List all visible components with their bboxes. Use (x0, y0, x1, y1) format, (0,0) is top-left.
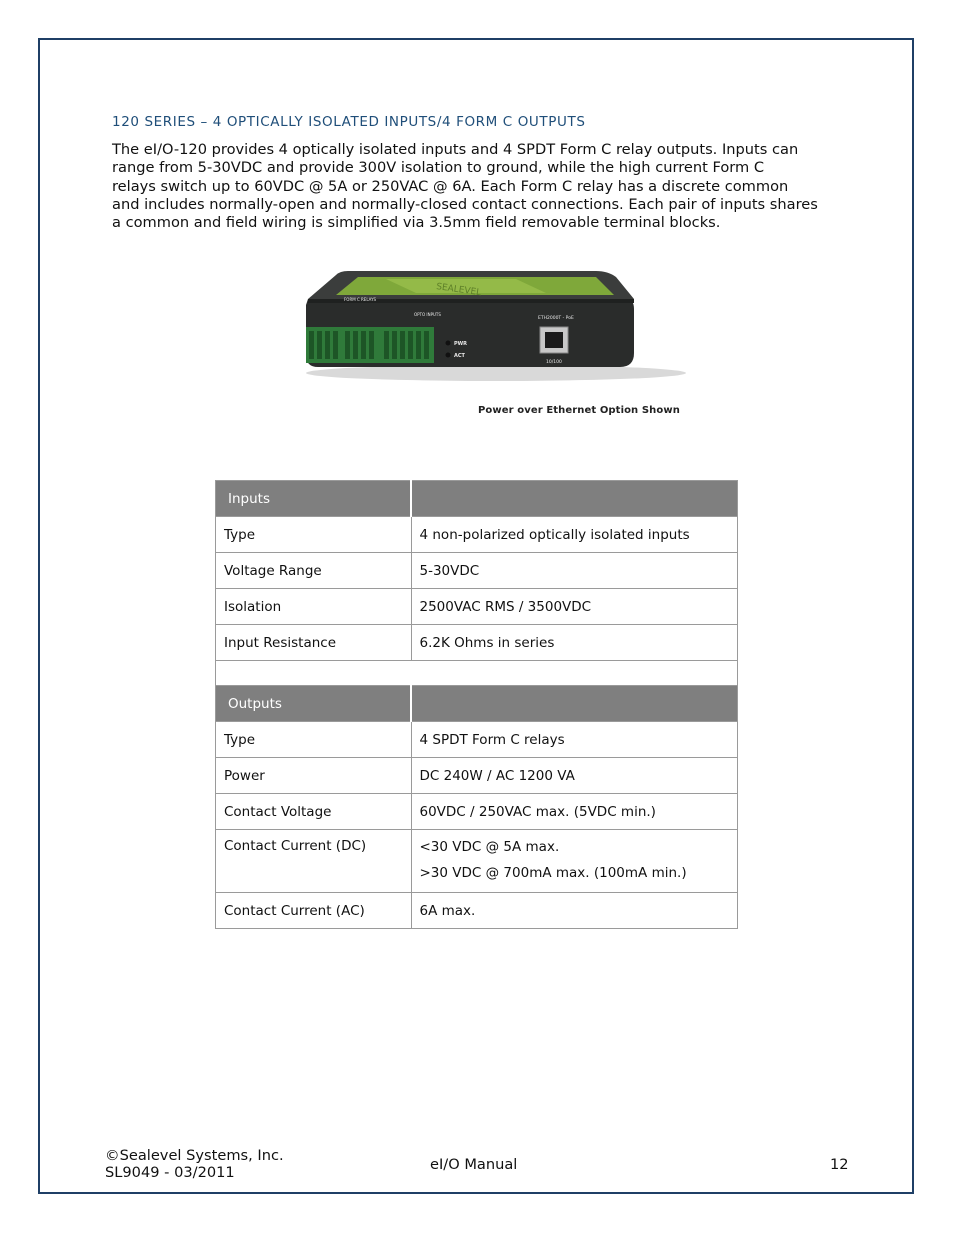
row-label: Contact Voltage (216, 794, 412, 830)
inputs-table (215, 480, 738, 697)
row-label: Input Resistance (216, 625, 412, 661)
paragraph-line: range from 5-30VDC and provide 300V isolation to ground, while the high current Form C (112, 159, 765, 177)
pwr-label: PWR (454, 341, 468, 347)
doc-number: SL9049 - 03/2011 (105, 1164, 235, 1181)
row-label: Voltage Range (216, 553, 412, 589)
row-label: Contact Current (AC) (216, 893, 412, 929)
description-paragraph (112, 141, 852, 232)
row-value: 2500VAC RMS / 3500VDC (411, 589, 738, 625)
page-number: 12 (830, 1156, 849, 1173)
inputs-header: Inputs (216, 481, 412, 517)
row-value: 6A max. (411, 893, 738, 929)
paragraph-line: The eI/O-120 provides 4 optically isolated inputs and 4 SPDT Form C relay outputs. Inputs can (112, 141, 799, 158)
row-value-line: <30 VDC @ 5A max. (419, 839, 560, 855)
paragraph-line: relays switch up to 60VDC @ 5A or 250VAC @ 6A. Each Form C relay has a discrete common (112, 177, 789, 195)
table-row (216, 758, 738, 794)
inputs-label: OPTO INPUTS (414, 312, 441, 317)
table-row (216, 553, 738, 589)
paragraph-line: and includes normally-open and normally-closed contact connections. Each pair of inputs shares (112, 195, 818, 213)
terminal-blocks (306, 327, 434, 363)
manual-title: eI/O Manual (430, 1156, 518, 1173)
table-row (216, 893, 738, 929)
row-label: Contact Current (DC) (216, 830, 412, 893)
port-speed-label: 10/100 (546, 360, 562, 365)
table-row (216, 722, 738, 758)
row-value: 6.2K Ohms in series (411, 625, 738, 661)
outputs-header: Outputs (216, 686, 412, 722)
table-row (216, 589, 738, 625)
row-value: 4 SPDT Form C relays (411, 722, 738, 758)
section-heading: 120 SERIES – 4 OPTICALLY ISOLATED INPUTS/4 FORM C OUTPUTS (112, 114, 586, 130)
paragraph-line: a common and field wiring is simplified via 3.5mm field removable terminal blocks. (112, 214, 721, 232)
table-row (216, 517, 738, 553)
footer-left (105, 1147, 284, 1181)
copyright: ©Sealevel Systems, Inc. (105, 1147, 284, 1164)
row-label: Type (216, 517, 412, 553)
product-photo (296, 255, 696, 430)
row-value: 60VDC / 250VAC max. (5VDC min.) (411, 794, 738, 830)
port-label: ETH2000T - PoE (538, 316, 574, 321)
outputs-table (215, 685, 738, 929)
act-label: ACT (454, 353, 465, 359)
row-label: Type (216, 722, 412, 758)
row-value: 5-30VDC (411, 553, 738, 589)
relays-label: FORM C RELAYS (344, 297, 377, 302)
table-row (216, 625, 738, 661)
table-header-row (216, 481, 738, 517)
row-value-line: >30 VDC @ 700mA max. (100mA min.) (419, 865, 687, 881)
row-value (411, 830, 738, 893)
table-row (216, 794, 738, 830)
row-value: DC 240W / AC 1200 VA (411, 758, 738, 794)
image-caption: Power over Ethernet Option Shown (478, 405, 680, 416)
row-label: Power (216, 758, 412, 794)
row-value: 4 non-polarized optically isolated inputs (411, 517, 738, 553)
row-label: Isolation (216, 589, 412, 625)
table-header-row (216, 686, 738, 722)
table-row (216, 830, 738, 893)
brand-label: SEALEVEL (435, 282, 482, 299)
